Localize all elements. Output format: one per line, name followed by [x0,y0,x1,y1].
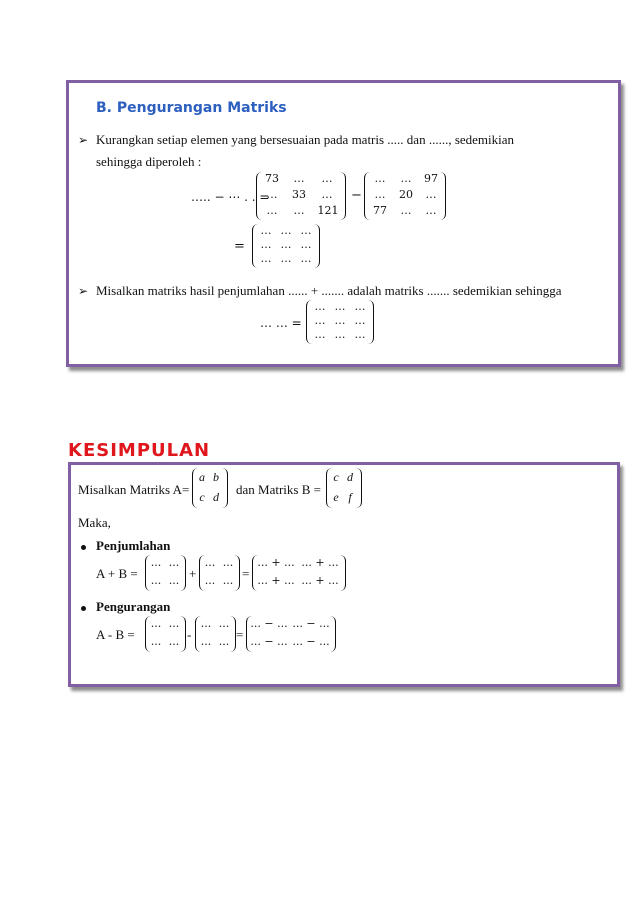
matrix3-cell: … [280,224,292,237]
maka-text: Maka, [78,515,111,530]
matrix-cell: ... [218,617,230,630]
matrix-cell: ... [222,556,234,569]
bullet2-text: Misalkan matriks hasil penjumlahan ...... + ....... adalah matriks ....... sedemikian sehingga [96,283,562,298]
matrix-cell: ... [218,635,230,648]
matrix-cell: ... − ... [292,635,330,648]
matrix1-cell: … [321,172,333,185]
matrix1-cell: … [321,188,333,201]
matrix-cell: ... [200,617,212,630]
minus-sign: - [187,627,192,642]
matrix-cell: ... [150,635,162,648]
matrix-a-cell: d [213,490,219,504]
matrix3-cell: … [260,224,272,237]
matrix-cell: ... + ... [257,556,295,569]
matrix4-cell: … [334,300,346,313]
matrix-cell: ... [204,556,216,569]
matrix1-cell: … [293,204,305,217]
matrix-cell: ... [200,635,212,648]
arrow-bullet-icon: ➢ [78,133,89,147]
matrix2-cell: … [400,204,412,217]
matrix1-cell: … [293,172,305,185]
bullet1-line1: Kurangkan setiap elemen yang bersesuaian pada matris ..... dan ......, sedemikian [96,132,515,147]
matrix-cell: ... [150,617,162,630]
matrix-cell: ... − ... [250,635,288,648]
matrix3-cell: … [300,252,312,265]
matrix3-cell: … [280,238,292,251]
matrix2-cell: … [374,188,386,201]
matrix3-cell: … [280,252,292,265]
matrix-cell: ... + ... [301,556,339,569]
matrix4-cell: … [354,314,366,327]
pengurangan-label: Pengurangan [96,599,171,614]
section-b-heading: B. Pengurangan Matriks [96,100,287,116]
eq1-lhs: ….. − ⋯ . . = [191,190,270,204]
matrix-b-cell: d [347,470,353,484]
matrix-a-cell: b [213,470,219,484]
matrix2-cell: 97 [424,172,438,185]
matrix-cell: ... [168,635,180,648]
matrix-cell: ... [150,574,162,587]
intro-pre: Misalkan Matriks A= [78,482,190,497]
eq2-equals: = [234,239,245,254]
matrix-cell: ... [204,574,216,587]
matrix3-cell: … [260,252,272,265]
kesimpulan-title: KESIMPULAN [68,440,211,461]
matrix1-cell: 73 [265,172,279,185]
plus-sign: + [189,566,197,581]
pengurangan-lhs: A - B = [96,627,135,642]
matrix1-cell: 33 [292,188,306,201]
penjumlahan-label: Penjumlahan [96,538,171,553]
matrix2-cell: … [400,172,412,185]
matrix4-cell: … [334,328,346,341]
equals-sign: = [236,627,244,642]
matrix-cell: ... + ... [301,574,339,587]
matrix-b-cell: f [348,490,352,504]
bullet-dot-icon [81,606,86,611]
matrix-cell: ... [168,556,180,569]
matrix3-cell: … [300,224,312,237]
matrix-cell: ... [222,574,234,587]
matrix4-cell: … [314,328,326,341]
matrix2-cell: 20 [399,188,413,201]
bullet-dot-icon [81,545,86,550]
arrow-bullet-icon: ➢ [78,284,89,298]
matrix-a-cell: c [199,490,205,504]
matrix-cell: ... − ... [250,617,288,630]
matrix-a-cell: a [199,470,205,484]
matrix2-cell: … [374,172,386,185]
bullet1-line2: sehingga diperoleh : [96,154,202,169]
matrix2-cell: … [425,204,437,217]
eq3-lhs: … … = [260,316,302,330]
matrix2-cell: … [425,188,437,201]
matrix-cell: ... + ... [257,574,295,587]
matrix-cell: ... [150,556,162,569]
matrix3-cell: … [300,238,312,251]
matrix4-cell: … [354,300,366,313]
matrix4-cell: … [334,314,346,327]
equals-sign: = [242,566,250,581]
matrix-cell: ... [168,617,180,630]
matrix4-cell: … [314,314,326,327]
matrix3-cell: … [260,238,272,251]
matrix1-cell: 121 [317,204,339,217]
paren-right [356,468,362,508]
matrix1-cell: … [266,188,278,201]
matrix1-cell: … [266,204,278,217]
matrix2-cell: 77 [373,204,387,217]
intro-mid: dan Matriks B = [236,482,321,497]
minus-sign: − [351,188,362,203]
penjumlahan-lhs: A + B = [96,566,138,581]
matrix4-cell: … [314,300,326,313]
matrix-cell: ... [168,574,180,587]
matrix-b-cell: e [333,490,339,504]
matrix-cell: ... − ... [292,617,330,630]
matrix-b-cell: c [333,470,339,484]
paren-right [222,468,228,508]
matrix4-cell: … [354,328,366,341]
